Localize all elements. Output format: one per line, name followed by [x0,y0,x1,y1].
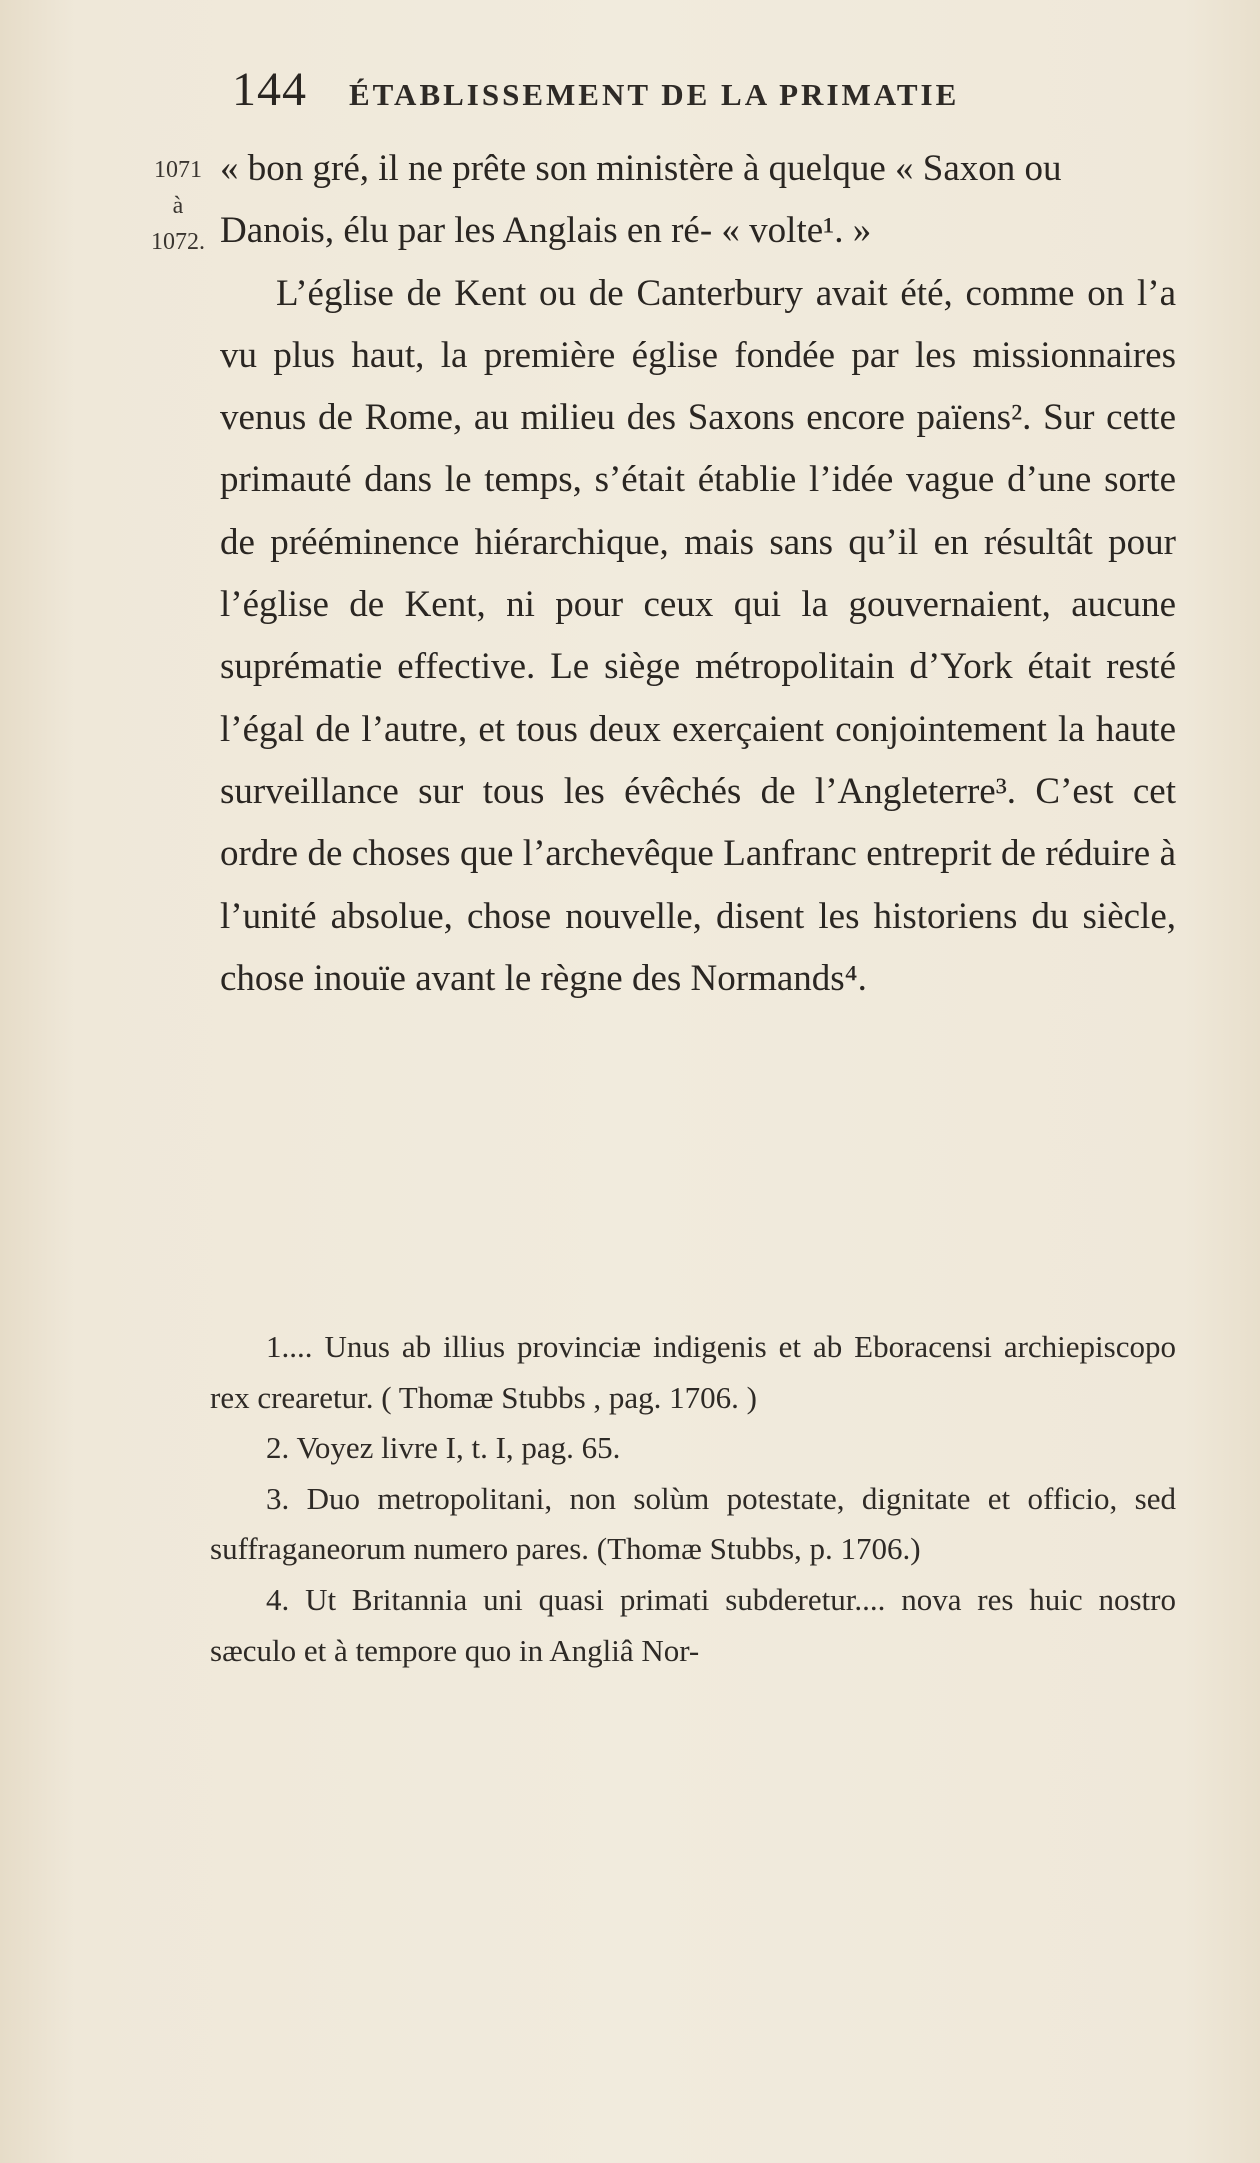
body-paragraph: L’église de Kent ou de Canterbury avait été, comme on l’a vu plus haut, la première église fondée par les missionnaires venus de Rome, au milieu des Saxons encore païens². Sur cette primauté dans le temps, s’était établie l’idée vague d’une sorte de prééminence hiérarchique, mais sans qu’il en résultât pour l’église de Kent, ni pour ceux qui la gouvernaient, aucune suprématie effective. Le siège métropolitain d’York était resté l’égal de l’autre, et tous deux exerçaient conjointement la haute surveillance sur tous les évêchés de l’Angleterre³. C’est cet ordre de choses que l’archevêque Lanfranc entreprit de réduire à l’unité absolue, chose nouvelle, disent les historiens du siècle, chose inouïe avant le règne des Normands⁴. [220,272,1176,999]
quote-paragraph: « bon gré, il ne prête son ministère à quelque « Saxon ou Danois, élu par les Anglais en ré- « volte¹. » [220,148,1062,252]
footnotes [210,1322,1176,1676]
running-title: ÉTABLISSEMENT DE LA PRIMATIE [349,77,960,112]
margin-date-note [138,152,218,260]
footnote-4: 4. Ut Britannia uni quasi primati subderetur.... nova res huic nostro sæculo et à tempore quo in Angliâ Nor- [210,1581,1176,1668]
margin-year-start: 1071 [154,157,202,183]
running-head [232,62,1062,117]
footnote-1: 1.... Unus ab illius provinciæ indigenis et ab Eboracensi archiepiscopo rex crearetur. ( Thomæ Stubbs , pag. 1706. ) [210,1329,1176,1415]
main-text [220,138,1176,1010]
page-number: 144 [232,63,307,116]
footnote-3: 3. Duo metropolitani, non solùm potestate, dignitate et officio, sed suffraganeorum numero pares. (Thomæ Stubbs, p. 1706.) [210,1480,1176,1567]
footnote-2: 2. Voyez livre I, t. I, pag. 65. [266,1430,621,1466]
margin-connector: à [172,193,184,219]
margin-year-end: 1072. [151,229,205,255]
